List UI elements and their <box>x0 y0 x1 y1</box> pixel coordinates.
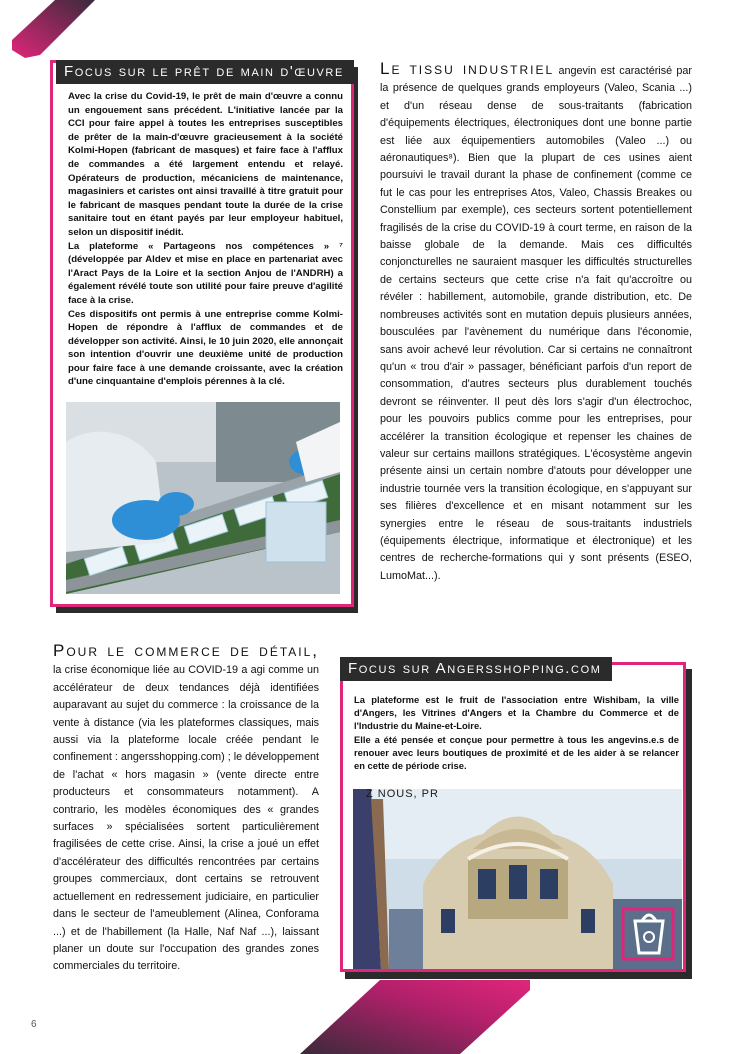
focus-pret-paragraph: Avec la crise du Covid-19, le prêt de main d'œuvre a connu un engouement sans précédent. L'initiative lancée par la CCI pour faire appel à toutes les entreprises susceptibles de prêter de la main-d'œuvre gracieusement à la société Kolmi-Hopen (fabricant de masques) et faire face à l'afflux de commandes a été largement entendu et relayé. Opérateurs de production, mécaniciens de maintenance, magasiniers et caristes ont ainsi travaillé à titre gratuit pour le fabricant de masques pendant toute la durée de la crise sanitaire tout en étant payés par leur employeur habituel, selon un dispositif inédit. <box>68 91 343 238</box>
focus-box-pret <box>50 60 360 615</box>
focus-pret-title: Focus sur le prêt de main d'œuvre <box>56 60 354 84</box>
focus-angers-body <box>354 693 679 772</box>
focus-pret-body <box>68 90 343 389</box>
corner-decoration-top <box>0 0 120 60</box>
focus-pret-paragraph: Ces dispositifs ont permis à une entreprise comme Kolmi-Hopen de répondre à l'afflux de commandes et de développer son activité. Ainsi, le 10 juin 2020, elle annonçait son intention d'ouvrir une deuxième unité de production pour faire face à une demande croissante, avec la création d'une cinquantaine d'emplois pérennes à la clé. <box>68 308 343 388</box>
photo-overlay-text: Z NOUS, PR <box>366 788 439 800</box>
focus-pret-paragraph: La plateforme « Partageons nos compétences » ⁷ (développée par Aldev et mise en place en partenariat avec l'Aract Pays de la Loire et la section Anjou de l'ANDRH) a également révélé toute son utilité pour faire preuve d'agilité face à la crise. <box>68 240 343 306</box>
angers-building-photo <box>353 789 682 969</box>
tissu-industriel-text <box>380 60 692 585</box>
mask-factory-photo <box>66 402 340 594</box>
focus-angers-paragraph: La plateforme est le fruit de l'association entre Wishibam, la ville d'Angers, les Vitrines d'Angers et la Chambre du Commerce et de l'Industrie du Maine-et-Loire. <box>354 694 679 732</box>
focus-angers-title: Focus sur Angersshopping.com <box>340 657 612 681</box>
page-number: 6 <box>31 1019 37 1030</box>
focus-box-angers <box>340 657 692 979</box>
tissu-lead: Le tissu industriel <box>380 59 555 78</box>
corner-decoration-bottom <box>300 980 530 1054</box>
commerce-lead: Pour le commerce de détail, <box>53 641 319 660</box>
focus-angers-paragraph: Elle a été pensée et conçue pour permettre à tous les angevins.e.s de renouer avec leurs boutiques de proximité et de les aider à se relancer en cette de période crise. <box>354 733 679 772</box>
tissu-body: angevin est caractérisé par la présence de quelques grands employeurs (Valeo, Scania ...) et d'un réseau dense de sous-traitants (fabrication d'équipements électriques, électroniques dont une bonne partie est liée aux équipementiers automobiles (Valeo ...) ou aéronautiques⁸). Bien que la plupart de ces usines aient poursuivi le travail durant la phase de confinement (comme ce fut le cas pour les entreprises Atos, Valeo, Chassis Breakes ou Constellium par exemple), ces secteurs sortent potentiellement fragilisés de la crise du COVID-19 à court terme, en raison de la baisse globale de la demande. Mais ces difficultés conjoncturelles ne sauraient masquer les difficultés structurelles de certains secteurs que cette crise n'a fait qu'accroître ou révéler : habillement, automobile, grande distribution, etc. De nombreuses activités sont en mutation depuis plusieurs années, bousculées par l'avènement du numérique dans l'économie, sans avoir achevé leur révolution. Car si certains ne connaîtront qu'un « trou d'air » passager, bénéficiant parfois d'un report de consommation, d'autres secteurs plus durablement touchés devront se réinventer. Il peut dès lors s'agir d'un électrochoc, pour les pouvoirs publics comme pour les entreprises, pour accélérer la transition écologique et repenser les chaines de valeur sur certains maillons stratégiques. L'écosystème angevin présente ainsi un certain nombre d'atouts pour développer une industrie tournée vers la transition écologique, en s'appuyant sur ses filières d'excellence et en misant notamment sur les synergies entre le réseau de sous-traitants industriels (équipements électrique, informatique et électronique) et les centres de recherche-formations qui y sont présents (ESEO, LumoMat...). <box>380 65 692 582</box>
commerce-body: la crise économique liée au COVID-19 a agi comme un accélérateur de deux tendances déjà identifiées auparavant au sujet du commerce : la croissance de la vente à distance (via les plateformes classiques, mais aussi via la plateforme locale créée pendant le confinement : angersshopping.com) ; le développement de l'achat « hors magasin » (vente directe entre producteurs et consommateurs notamment). A contrario, les modèles économiques des « grandes surfaces » spécialisées sortent particulièrement fragilisées de cette crise. Ainsi, la crise a joué un effet d'accélérateur des difficultés rencontrées par certains groupes commerciaux, dont certains se retrouvent actuellement en redressement judiciaire, en particulier dans le secteur de l'ameublement (Alinea, Conforama ...) et de l'habillement (la Halle, Naf Naf ...), laissant planer un doute sur l'occupation des grandes zones commerciales du territoire. <box>53 664 319 973</box>
commerce-detail-text <box>53 642 319 976</box>
